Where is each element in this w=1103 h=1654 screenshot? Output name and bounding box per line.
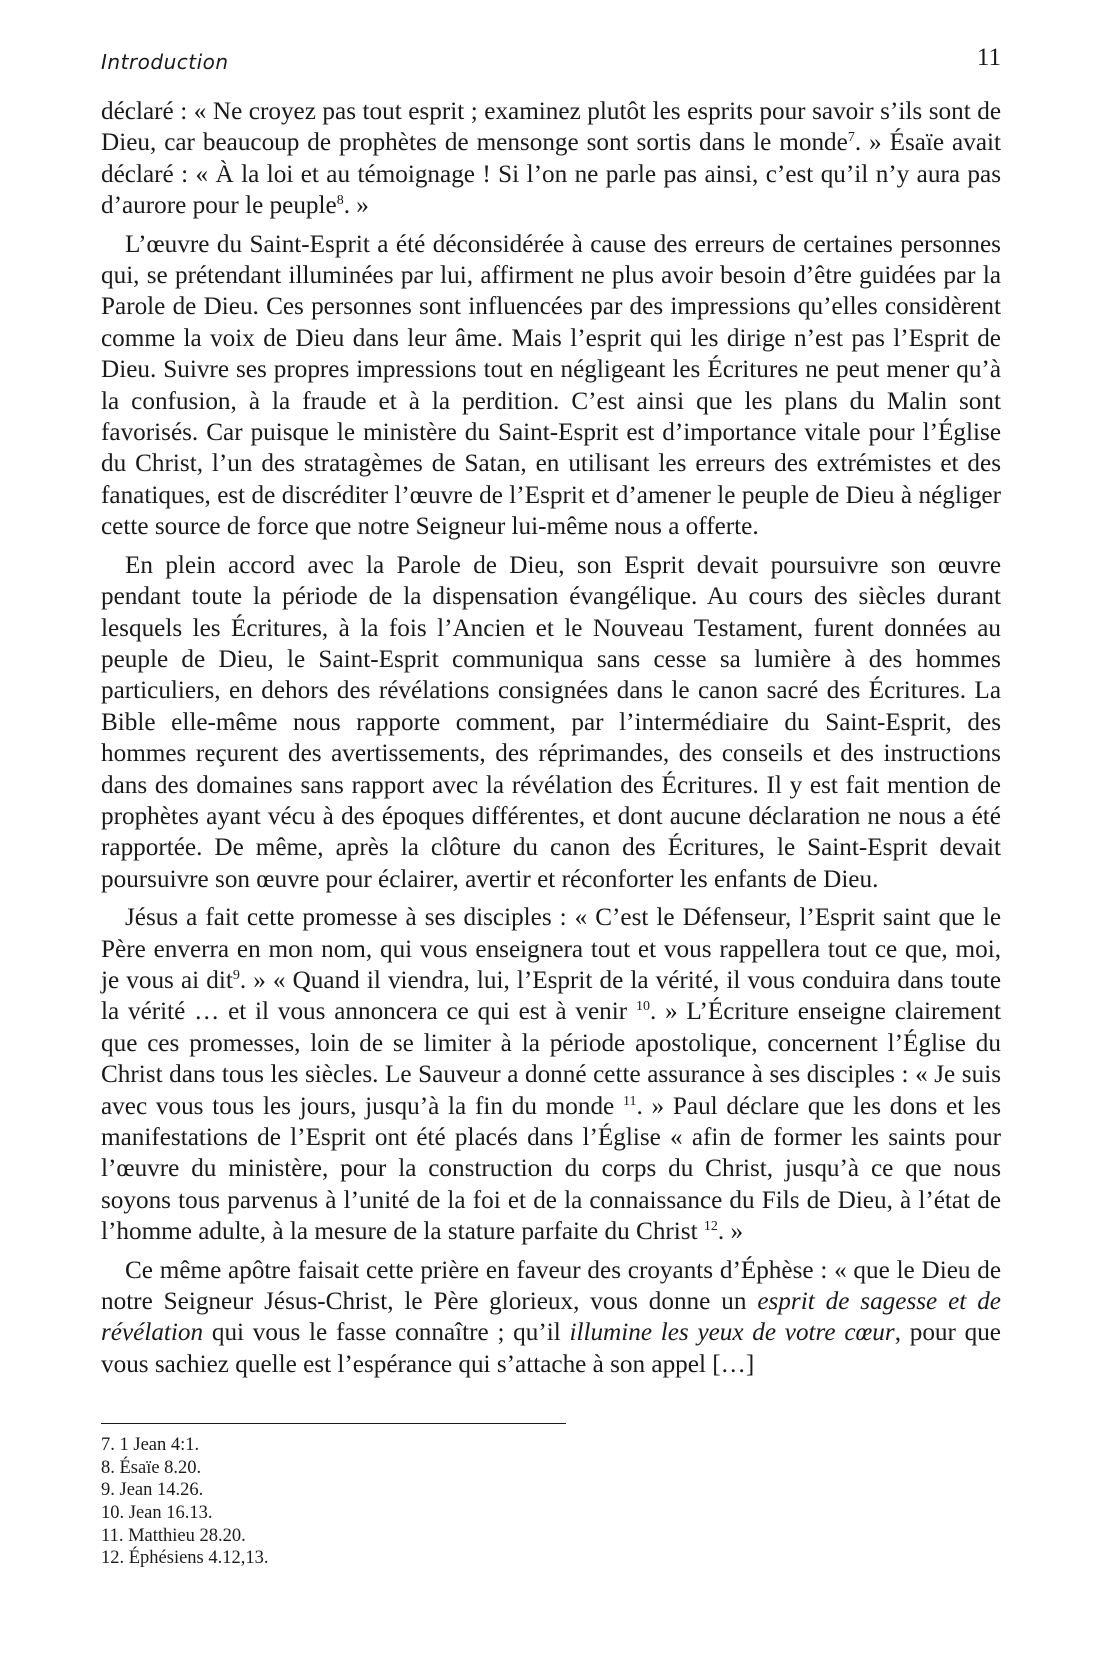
paragraph-text: , pour que vous sachiez quelle est l’espérance qui s’attache à son appel […] (101, 1319, 1001, 1378)
body-text (101, 96, 1001, 1380)
footnote: 10. Jean 16.13. (101, 1503, 213, 1524)
footnote: 12. Éphésiens 4.12,13. (101, 1548, 269, 1569)
paragraph-text: qui vous le fasse connaître ; qu’il (203, 1319, 570, 1347)
paragraph-text: . » (717, 1218, 744, 1246)
footnote: 9. Jean 14.26. (101, 1480, 204, 1501)
paragraph-text: . » L’Écriture enseigne clairement que ces promesses, loin de se limiter à la période apostolique, concernent l’Église du Christ dans tous les siècles. Le Sauveur a donné cette assurance à ses disciples : « Je suis avec vous tous les jours, jusqu’à la fin du monde (101, 998, 1001, 1120)
paragraph-text: . » (343, 192, 369, 220)
paragraph-text: En plein accord avec la Parole de Dieu, son Esprit devait poursuivre son œuvre pendant toute la période de la dispensation évangélique. Au cours des siècles durant lesquels les Écritures, à la fois l’Ancien et le Nouveau Testament, furent données au peuple de Dieu, le Saint-Esprit communiqua sans cesse sa lumière à des hommes particuliers, en dehors des révélations consignées dans le canon sacré des Écritures. La Bible elle-même nous rapporte comment, par l’intermédiaire du Saint-Esprit, des hommes reçurent des avertissements, des réprimandes, des conseils et des instructions dans des domaines sans rapport avec la révélation des Écritures. Il y est fait mention de prophètes ayant vécu à des époques différentes, et dont aucune déclaration ne nous a été rapportée. De même, après la clôture du canon des Écritures, le Saint-Esprit devait poursuivre son œuvre pour éclairer, avertir et réconforter les enfants de Dieu. (101, 551, 1001, 893)
footnote-separator (101, 1423, 566, 1424)
paragraph (101, 96, 1001, 222)
paragraph-text: . » Ésaïe avait déclaré : « À la loi et au témoignage ! Si l’on ne parle pas ainsi, c’est qu’il n’y aura pas d’aurore pour le peuple (101, 129, 1001, 220)
paragraph (101, 902, 1001, 1247)
footnote-reference: 11 (623, 1093, 637, 1109)
footnote-reference: 9 (232, 967, 240, 983)
paragraph (101, 550, 1001, 895)
section-title: Introduction (101, 50, 229, 74)
paragraph-text: . » Paul déclare que les dons et les manifestations de l’Esprit ont été placés dans l’Église « afin de former les saints pour l’œuvre du ministère, pour la construction du corps du Christ, jusqu’à ce que nous soyons tous parvenus à l’unité de la foi et de la connaissance du Fils de Dieu, à l’état de l’homme adulte, à la mesure de la stature parfaite du Christ (101, 1092, 1002, 1246)
paragraph-text: L’œuvre du Saint-Esprit a été déconsidérée à cause des erreurs de certaines personnes qui, se prétendant illuminées par lui, affirment ne plus avoir besoin d’être guidées par la Parole de Dieu. Ces personnes sont influencées par des impressions qu’elles considèrent comme la voix de Dieu dans leur âme. Mais l’esprit qui les dirige n’est pas l’Esprit de Dieu. Suivre ses propres impressions tout en négligeant les Écritures ne peut mener qu’à la confusion, à la fraude et à la perdition. C’est ainsi que les plans du Malin sont favorisés. Car puisque le ministère du Saint-Esprit est d’importance vitale pour l’Église du Christ, l’un des stratagèmes de Satan, en utilisant les erreurs des extrémistes et des fanatiques, est de discréditer l’œuvre de l’Esprit et d’amener le peuple de Dieu à négliger cette source de force que notre Seigneur lui-même nous a offerte. (101, 230, 1001, 541)
paragraph (101, 229, 1001, 543)
footnote-reference: 10 (635, 999, 650, 1015)
paragraph-text: Jésus a fait cette promesse à ses disciples : « C’est le Défenseur, l’Esprit saint que le Père enverra en mon nom, qui vous enseignera tout et vous rappellera tout ce que, moi, je vous ai dit (101, 904, 1001, 994)
footnote-reference: 7 (847, 130, 855, 146)
paragraph-text: déclaré : « Ne croyez pas tout esprit ; examinez plutôt les esprits pour savoir s’ils sont de Dieu, car beaucoup de prophètes de mensonge sont sortis dans le monde (101, 98, 1001, 157)
paragraph-text: Ce même apôtre faisait cette prière en faveur des croyants d’Éphèse : « que le Dieu de notre Seigneur Jésus-Christ, le Père glorieux, vous donne un (101, 1256, 1001, 1316)
footnote: 7. 1 Jean 4:1. (101, 1435, 200, 1456)
footnote-reference: 12 (703, 1219, 718, 1235)
running-header (101, 44, 1001, 84)
footnotes (101, 1434, 1001, 1570)
paragraph-text: . » « Quand il viendra, lui, l’Esprit de la vérité, il vous conduira dans toute la vérité … et il vous annoncera ce qui est à venir (101, 966, 1002, 1026)
footnote-reference: 8 (336, 193, 344, 209)
page-number: 11 (976, 44, 1001, 71)
emphasis-text: illumine les yeux de votre cœur (569, 1319, 895, 1347)
footnote: 11. Matthieu 28.20. (101, 1525, 246, 1546)
emphasis-text: esprit de sagesse et de révélation (101, 1288, 1001, 1347)
book-page (101, 44, 1001, 1570)
paragraph (101, 1255, 1001, 1381)
footnote: 8. Ésaïe 8.20. (101, 1457, 202, 1478)
